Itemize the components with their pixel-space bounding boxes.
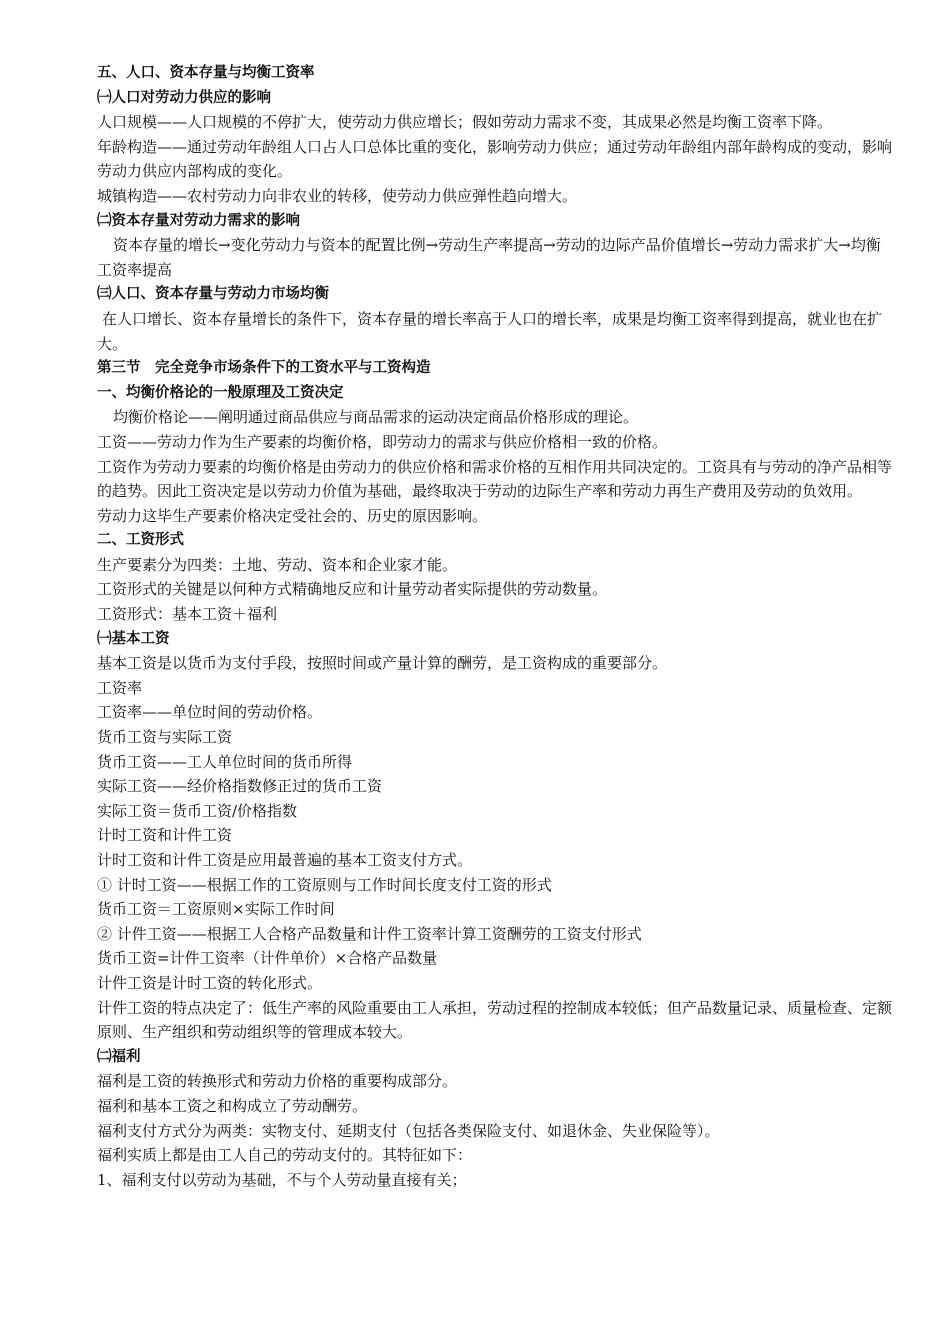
paragraph: 生产要素分为四类：土地、劳动、资本和企业家才能。 xyxy=(97,555,458,574)
paragraph: 城镇构造——农村劳动力向非农业的转移，使劳动力供应弹性趋向增大。 xyxy=(97,186,578,205)
paragraph: 计时工资和计件工资是应用最普遍的基本工资支付方式。 xyxy=(97,851,473,869)
section-heading: ㈡福利 xyxy=(97,1048,141,1065)
paragraph: 货币工资——工人单位时间的货币所得 xyxy=(97,752,353,771)
paragraph: 在人口增长、资本存量增长的条件下，资本存量的增长率高于人口的增长率，成果是均衡工资率得到提高，就业也在扩大。 xyxy=(97,309,883,353)
paragraph: 工资率 xyxy=(97,678,143,697)
paragraph: 工资形式的关键是以何种方式精确地反应和计量劳动者实际提供的劳动数量。 xyxy=(97,580,608,599)
paragraph: 劳动力这毕生产要素价格决定受社会的、历史的原因影响。 xyxy=(97,506,488,525)
paragraph: 福利支付方式分为两类：实物支付、延期支付（包括各类保险支付、如退休金、失业保险等）。 xyxy=(97,1121,720,1140)
paragraph: 计时工资和计件工资 xyxy=(97,826,233,845)
paragraph: 货币工资=计件工资率（计件单价）×合格产品数量 xyxy=(97,949,438,968)
paragraph: 货币工资＝工资原则×实际工作时间 xyxy=(97,900,335,919)
section-heading: 一、均衡价格论的一般原理及工资决定 xyxy=(97,384,344,401)
section-heading: ㈠人口对劳动力供应的影响 xyxy=(97,89,271,106)
paragraph: 工资形式：基本工资＋福利 xyxy=(97,605,278,624)
paragraph: 实际工资＝货币工资/价格指数 xyxy=(97,801,298,820)
paragraph: 基本工资是以货币为支付手段，按照时间或产量计算的酬劳，是工资构成的重要部分。 xyxy=(97,654,668,673)
paragraph: 年龄构造——通过劳动年龄组人口占人口总体比重的变化，影响劳动力供应；通过劳动年龄组内部年龄构成的变动，影响劳动力供应内部构成的变化。 xyxy=(97,137,893,181)
paragraph: 实际工资——经价格指数修正过的货币工资 xyxy=(97,777,383,796)
document-body xyxy=(97,61,894,1192)
paragraph: 工资作为劳动力要素的均衡价格是由劳动力的供应价格和需求价格的互相作用共同决定的。工资具有与劳动的净产品相等的趋势。因此工资决定是以劳动力价值为基础，最终取决于劳动的边际生产率和劳动力再生产费用及劳动的负效用。 xyxy=(97,457,893,501)
paragraph: 福利实质上都是由工人自己的劳动支付的。其特征如下： xyxy=(97,1146,473,1165)
paragraph: 福利和基本工资之和构成立了劳动酬劳。 xyxy=(97,1096,368,1115)
paragraph: 货币工资与实际工资 xyxy=(97,728,233,747)
paragraph: 工资——劳动力作为生产要素的均衡价格，即劳动力的需求与供应价格相一致的价格。 xyxy=(97,432,668,451)
paragraph: 福利是工资的转换形式和劳动力价格的重要构成部分。 xyxy=(97,1072,458,1091)
paragraph: 1、福利支付以劳动为基础，不与个人劳动量直接有关； xyxy=(97,1170,467,1189)
paragraph: 计件工资的特点决定了：低生产率的风险重要由工人承担，劳动过程的控制成本较低；但产品数量记录、质量检查、定额原则、生产组织和劳动组织等的管理成本较大。 xyxy=(97,998,893,1042)
section-heading: 二、工资形式 xyxy=(97,532,184,549)
paragraph: ① 计时工资——根据工作的工资原则与工作时间长度支付工资的形式 xyxy=(97,875,552,894)
paragraph: 资本存量的增长→变化劳动力与资本的配置比例→劳动生产率提高→劳动的边际产品价值增长→劳动力需求扩大→均衡工资率提高 xyxy=(97,236,881,279)
section-heading: 五、人口、资本存量与均衡工资率 xyxy=(97,65,315,81)
section-heading: ㈡资本存量对劳动力需求的影响 xyxy=(97,212,300,229)
paragraph: 计件工资是计时工资的转化形式。 xyxy=(97,973,323,992)
section-heading: ㈠基本工资 xyxy=(97,630,170,647)
section-heading: ㈢人口、资本存量与劳动力市场均衡 xyxy=(97,286,329,303)
paragraph: 人口规模——人口规模的不停扩大，使劳动力供应增长；假如劳动力需求不变，其成果必然是均衡工资率下降。 xyxy=(97,113,833,132)
section-heading: 第三节 完全竞争市场条件下的工资水平与工资构造 xyxy=(97,360,431,377)
paragraph: 均衡价格论——阐明通过商品供应与商品需求的运动决定商品价格形成的理论。 xyxy=(113,408,639,427)
paragraph: ② 计件工资——根据工人合格产品数量和计件工资率计算工资酬劳的工资支付形式 xyxy=(97,924,642,943)
paragraph: 工资率——单位时间的劳动价格。 xyxy=(97,703,323,722)
